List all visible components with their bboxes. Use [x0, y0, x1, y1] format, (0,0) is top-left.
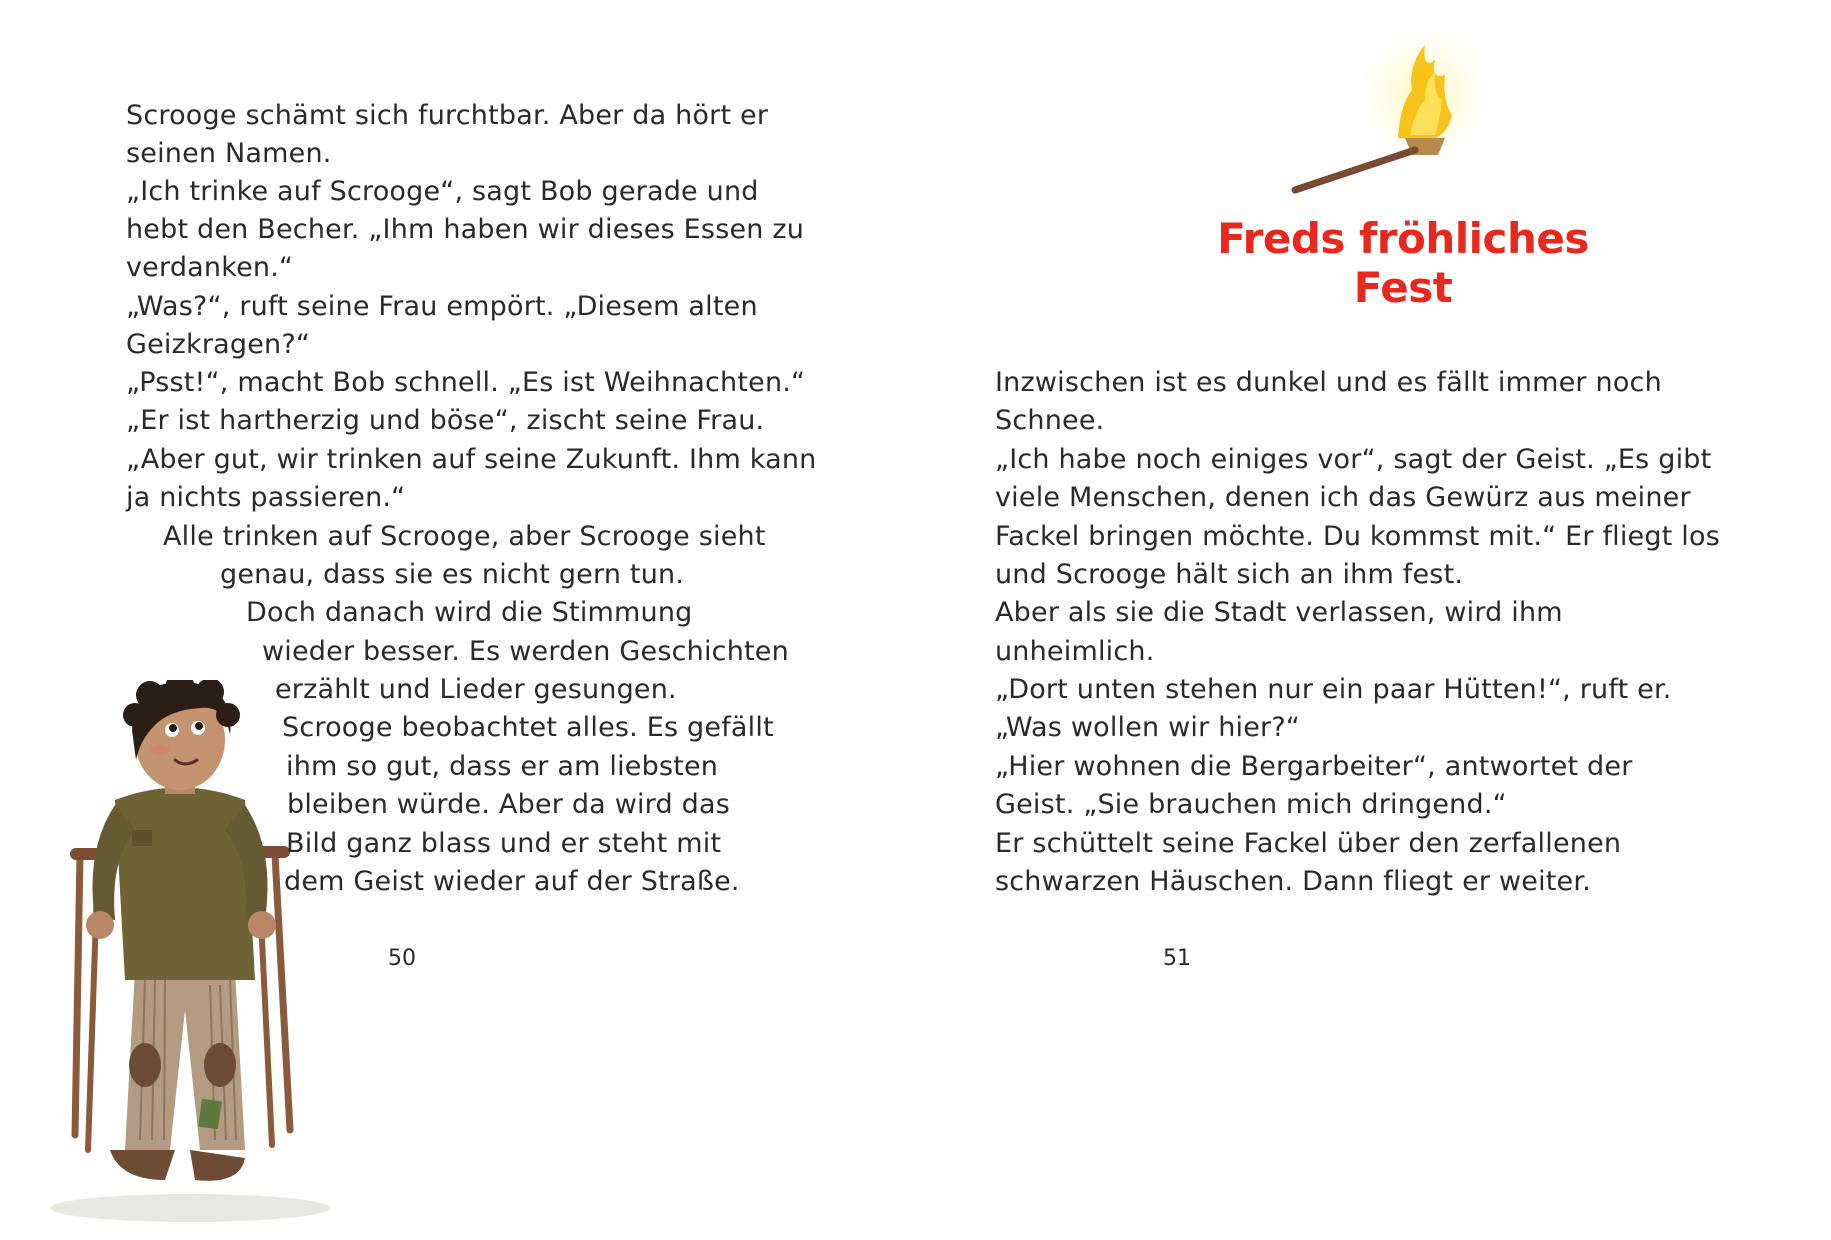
- text-line: Er schüttelt seine Fackel über den zerfallenen: [995, 828, 1622, 859]
- text-line: Alle trinken auf Scrooge, aber Scrooge sieht: [163, 521, 766, 552]
- text-line: „Was?“, ruft seine Frau empört. „Diesem alten: [126, 291, 758, 322]
- text-line: Scrooge beobachtet alles. Es gefällt: [282, 712, 774, 743]
- text-line: „Ich trinke auf Scrooge“, sagt Bob gerade und: [126, 176, 759, 207]
- text-line: dem Geist wieder auf der Straße.: [284, 866, 740, 897]
- text-line: „Er ist hartherzig und böse“, zischt seine Frau.: [126, 405, 765, 436]
- text-line: schwarzen Häuschen. Dann fliegt er weiter.: [995, 866, 1591, 897]
- right-page: [915, 0, 1831, 1240]
- text-line: „Dort unten stehen nur ein paar Hütten!“, ruft er.: [995, 674, 1672, 705]
- text-line: Fackel bringen möchte. Du kommst mit.“ Er fliegt los: [995, 521, 1720, 552]
- text-line: genau, dass sie es nicht gern tun.: [220, 559, 685, 590]
- text-line: Scrooge schämt sich furchtbar. Aber da hört er: [126, 100, 769, 131]
- left-page: [0, 0, 915, 1240]
- page-number: 51: [1163, 946, 1191, 971]
- text-line: „Psst!“, macht Bob schnell. „Es ist Weihnachten.“: [126, 367, 806, 398]
- text-line: hebt den Becher. „Ihm haben wir dieses Essen zu: [126, 214, 805, 245]
- text-line: Geist. „Sie brauchen mich dringend.“: [995, 789, 1507, 820]
- text-line: „Hier wohnen die Bergarbeiter“, antwortet der: [995, 751, 1633, 782]
- text-line: Bild ganz blass und er steht mit: [286, 828, 722, 859]
- text-line: Aber als sie die Stadt verlassen, wird ihm: [995, 597, 1563, 628]
- torch-icon: [1280, 20, 1520, 210]
- text-line: ihm so gut, dass er am liebsten: [286, 751, 719, 782]
- text-line: ja nichts passieren.“: [126, 482, 406, 513]
- text-line: „Ich habe noch einiges vor“, sagt der Geist. „Es gibt: [995, 444, 1712, 475]
- text-line: Doch danach wird die Stimmung: [246, 597, 693, 628]
- text-line: Inzwischen ist es dunkel und es fällt immer noch: [995, 367, 1662, 398]
- text-line: wieder besser. Es werden Geschichten: [262, 636, 789, 667]
- text-line: Geizkragen?“: [126, 329, 311, 360]
- text-line: viele Menschen, denen ich das Gewürz aus meiner: [995, 482, 1691, 513]
- text-line: „Aber gut, wir trinken auf seine Zukunft. Ihm kann: [126, 444, 817, 475]
- text-line: Schnee.: [995, 405, 1105, 436]
- chapter-title: Freds fröhliches Fest: [1217, 214, 1589, 312]
- page-number: 50: [388, 946, 416, 971]
- text-line: unheimlich.: [995, 636, 1155, 667]
- text-line: verdanken.“: [126, 252, 294, 283]
- text-line: „Was wollen wir hier?“: [995, 712, 1301, 743]
- text-line: erzählt und Lieder gesungen.: [275, 674, 677, 705]
- text-line: und Scrooge hält sich an ihm fest.: [995, 559, 1464, 590]
- text-line: bleiben würde. Aber da wird das: [287, 789, 730, 820]
- text-line: seinen Namen.: [126, 138, 332, 169]
